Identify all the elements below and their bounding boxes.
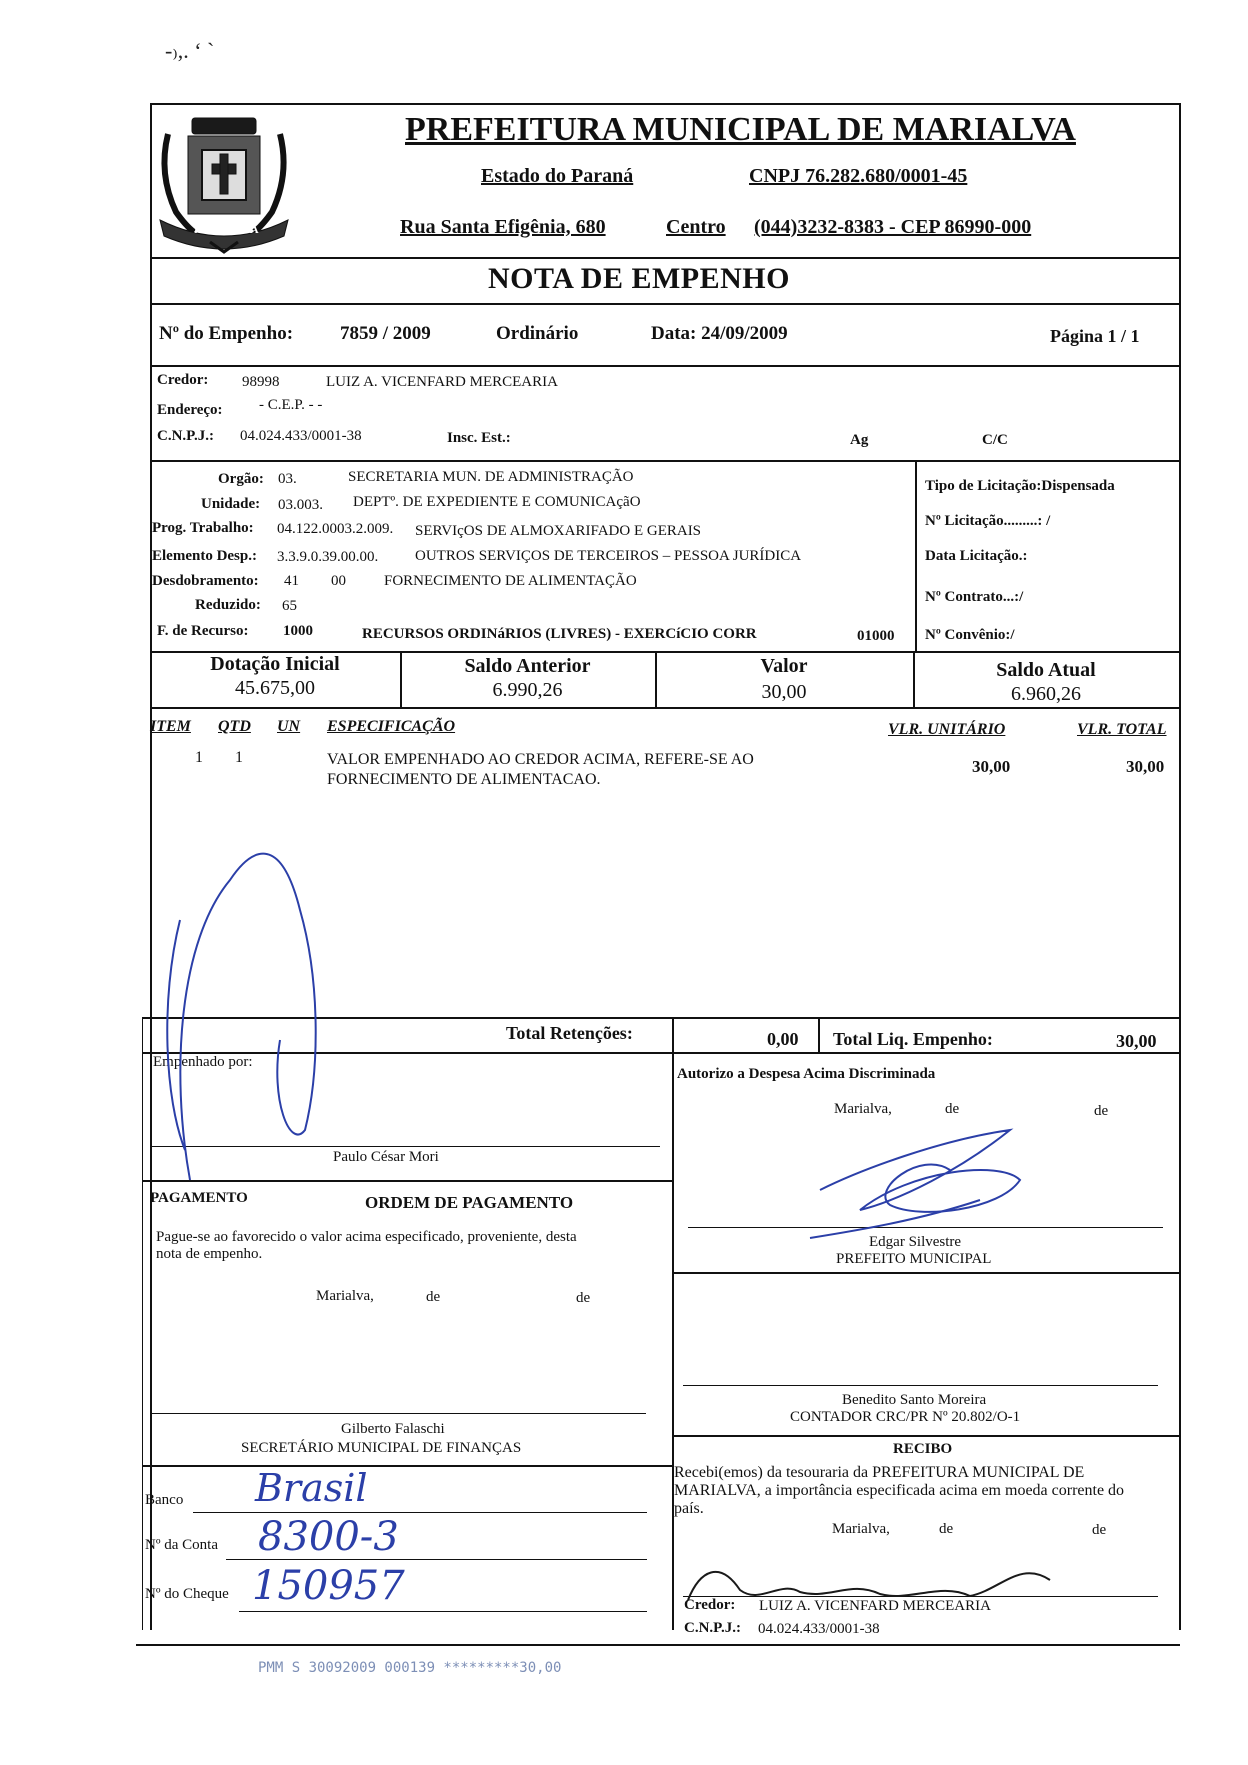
fonte-label: F. de Recurso: [157, 623, 249, 639]
cnpj-value: 04.024.433/0001-38 [240, 428, 362, 444]
licitacao-tipo: Tipo de Licitação:Dispensada [925, 478, 1115, 494]
elemento-label: Elemento Desp.: [152, 548, 257, 564]
credor-code: 98998 [242, 374, 280, 390]
pagamento-place: Marialva, [316, 1288, 374, 1304]
cheque-line [239, 1611, 647, 1612]
cheque-handwritten: 150957 [252, 1563, 405, 1609]
col-item: ITEM [150, 718, 191, 735]
autorizo-de2: de [1094, 1103, 1109, 1119]
page-number: Página 1 / 1 [1050, 326, 1140, 346]
orgao-label: Orgão: [218, 471, 264, 487]
total-liq-label: Total Liq. Empenho: [833, 1029, 993, 1049]
elemento-desc: OUTROS SERVIÇOS DE TERCEIROS – PESSOA JURÍDICA [415, 548, 802, 564]
totals-div2 [818, 1017, 820, 1052]
saldo-atual-label: Saldo Atual [996, 659, 1096, 681]
saldo-anterior-value: 6.990,26 [492, 679, 563, 701]
signature-left-edge [142, 1017, 143, 1630]
title-divider-bottom [150, 303, 1180, 305]
recibo-credor-name: LUIZ A. VICENFARD MERCEARIA [759, 1598, 991, 1614]
desdobramento-sub: 00 [331, 573, 346, 589]
doc-title: NOTA DE EMPENHO [488, 262, 790, 295]
recibo-cnpj-value: 04.024.433/0001-38 [758, 1621, 880, 1637]
border-bottom [136, 1644, 1180, 1646]
col-vlr-unitario: VLR. UNITÁRIO [888, 721, 1006, 738]
recibo-credor-label: Credor: [684, 1597, 736, 1613]
address-street: Rua Santa Efigênia, 680 [400, 216, 606, 238]
state-label: Estado do Paraná [481, 165, 634, 187]
cheque-label: Nº do Cheque [145, 1586, 229, 1602]
handwritten-signature-credor [680, 1550, 1080, 1610]
handwritten-signature-edgar [800, 1110, 1040, 1250]
secretario-name: Gilberto Falaschi [341, 1421, 445, 1437]
divider-empenho [150, 365, 1180, 367]
contador-role: CONTADOR CRC/PR Nº 20.802/O-1 [790, 1409, 1021, 1425]
total-retencoes-value: 0,00 [767, 1029, 799, 1049]
desdobramento-label: Desdobramento: [152, 573, 259, 589]
item-unit-value: 30,00 [972, 757, 1011, 776]
recibo-title: RECIBO [893, 1441, 953, 1457]
phone-cep: (044)3232-8383 - CEP 86990-000 [754, 216, 1032, 238]
dotacao-label: Dotação Inicial [210, 653, 340, 675]
prog-label: Prog. Trabalho: [152, 520, 254, 536]
recibo-de2: de [1092, 1522, 1107, 1538]
convenio-numero: Nº Convênio:/ [925, 627, 1015, 643]
fonte-code: 1000 [283, 623, 313, 639]
insc-label: Insc. Est.: [447, 430, 511, 446]
pagamento-label: PAGAMENTO [150, 1190, 248, 1206]
reduzido-label: Reduzido: [195, 597, 261, 613]
recibo-place: Marialva, [832, 1521, 890, 1537]
col-un: UN [277, 718, 301, 735]
scan-marks: -₎,. ‘ ˋ [165, 38, 215, 63]
total-retencoes-label: Total Retenções: [506, 1023, 633, 1043]
page-title: PREFEITURA MUNICIPAL DE MARIALVA [405, 111, 1076, 148]
recibo-text1: Recebi(emos) da tesouraria da PREFEITURA MUNICIPAL DE [674, 1464, 1085, 1481]
empenhado-label: Empenhado por: [153, 1054, 253, 1070]
address-district: Centro [666, 216, 726, 238]
orgao-code: 03. [278, 471, 297, 487]
recibo-de1: de [939, 1521, 954, 1537]
seal-text: MARIALVA [194, 222, 259, 236]
endereco-value: - C.E.P. - - [259, 397, 323, 413]
municipal-seal-icon [150, 104, 298, 256]
pagamento-de1: de [426, 1289, 441, 1305]
orgao-desc: SECRETARIA MUN. DE ADMINISTRAÇÃO [348, 469, 634, 485]
banco-line [193, 1512, 647, 1513]
recibo-text3: país. [674, 1500, 704, 1517]
contrato-numero: Nº Contrato...:/ [925, 589, 1024, 605]
dotacao-value: 45.675,00 [235, 677, 315, 699]
fonte-num: 01000 [857, 628, 895, 644]
pagamento-text1: Pague-se ao favorecido o valor acima especificado, proveniente, desta [156, 1229, 577, 1245]
border-top [150, 103, 1180, 105]
prog-code: 04.122.0003.2.009. [277, 521, 394, 537]
empenho-number: 7859 / 2009 [340, 323, 431, 344]
item-total-value: 30,00 [1126, 757, 1165, 776]
endereco-label: Endereço: [157, 402, 223, 418]
divider-credor [150, 460, 1180, 462]
divider-contador [672, 1272, 1180, 1274]
credor-label: Credor: [157, 372, 209, 388]
totals-div1 [672, 1017, 674, 1052]
empenho-label: Nº do Empenho: [159, 323, 294, 344]
col-especificacao: ESPECIFICAÇÃO [327, 718, 456, 735]
border-right [1179, 103, 1181, 1630]
divider-balances [150, 707, 1180, 709]
cc-label: C/C [982, 432, 1008, 448]
budget-vdivider [915, 460, 917, 652]
desdobramento-desc: FORNECIMENTO DE ALIMENTAÇÃO [384, 573, 637, 589]
cnpj-label: C.N.P.J.: [157, 428, 214, 444]
total-liq-value: 30,00 [1116, 1031, 1157, 1051]
unidade-code: 03.003. [278, 497, 323, 513]
credor-name: LUIZ A. VICENFARD MERCEARIA [326, 374, 558, 390]
ordem-pagamento-title: ORDEM DE PAGAMENTO [365, 1193, 574, 1212]
banco-handwritten: Brasil [255, 1466, 368, 1510]
secretario-role: SECRETÁRIO MUNICIPAL DE FINANÇAS [241, 1440, 522, 1456]
cnpj-header: CNPJ 76.282.680/0001-45 [749, 165, 968, 187]
divider-bank [142, 1465, 672, 1467]
empenho-type: Ordinário [496, 323, 579, 344]
item-number: 1 [195, 749, 203, 766]
empenhado-name: Paulo César Mori [333, 1149, 439, 1165]
divider-recibo [672, 1435, 1180, 1437]
valor-label: Valor [760, 655, 808, 677]
unidade-label: Unidade: [201, 496, 261, 512]
licitacao-numero: Nº Licitação.........: / [925, 513, 1051, 529]
saldo-anterior-label: Saldo Anterior [464, 655, 591, 677]
fonte-desc: RECURSOS ORDINáRIOS (LIVRES) - EXERCíCIO CORR [362, 626, 757, 642]
reduzido-value: 65 [282, 598, 297, 614]
recibo-cnpj-label: C.N.P.J.: [684, 1620, 741, 1636]
recibo-text2: MARIALVA, a importância especificada acima em moeda corrente do [674, 1482, 1125, 1499]
unidade-desc: DEPTº. DE EXPEDIENTE E COMUNICAçãO [353, 494, 641, 510]
banco-label: Banco [145, 1492, 184, 1508]
licitacao-data: Data Licitação.: [925, 548, 1028, 564]
desdobramento-code: 41 [284, 573, 299, 589]
ag-label: Ag [850, 432, 869, 448]
elemento-code: 3.3.9.0.39.00.00. [277, 549, 379, 565]
title-divider-top [150, 257, 1180, 259]
pagamento-text2: nota de empenho. [156, 1246, 263, 1262]
empenho-date: Data: 24/09/2009 [651, 323, 788, 344]
handwritten-signature-paulo [150, 820, 400, 1190]
valor-value: 30,00 [761, 681, 807, 703]
conta-handwritten: 8300-3 [258, 1514, 399, 1560]
saldo-atual-value: 6.960,26 [1011, 683, 1081, 705]
cashier-stamp: PMM S 30092009 000139 *********30,00 [258, 1660, 562, 1676]
prefeito-role: PREFEITO MUNICIPAL [836, 1251, 992, 1267]
autorizo-place: Marialva, [834, 1101, 892, 1117]
col-vlr-total: VLR. TOTAL [1077, 721, 1167, 738]
col-qtd: QTD [218, 718, 251, 735]
signature-vdivider [672, 1052, 674, 1630]
contador-signature-line [683, 1385, 1158, 1386]
item-spec-line2: FORNECIMENTO DE ALIMENTACAO. [327, 771, 601, 788]
item-qtd: 1 [235, 749, 243, 766]
contador-name: Benedito Santo Moreira [842, 1392, 987, 1408]
item-spec-line1: VALOR EMPENHADO AO CREDOR ACIMA, REFERE-SE AO [327, 751, 754, 768]
pagamento-de2: de [576, 1290, 591, 1306]
conta-label: Nº da Conta [145, 1537, 218, 1553]
prefeito-name: Edgar Silvestre [869, 1234, 962, 1250]
prog-desc: SERVIçOS DE ALMOXARIFADO E GERAIS [415, 523, 702, 539]
secretario-signature-line [150, 1413, 646, 1414]
autorizo-de1: de [945, 1101, 960, 1117]
autorizo-label: Autorizo a Despesa Acima Discriminada [677, 1066, 936, 1082]
